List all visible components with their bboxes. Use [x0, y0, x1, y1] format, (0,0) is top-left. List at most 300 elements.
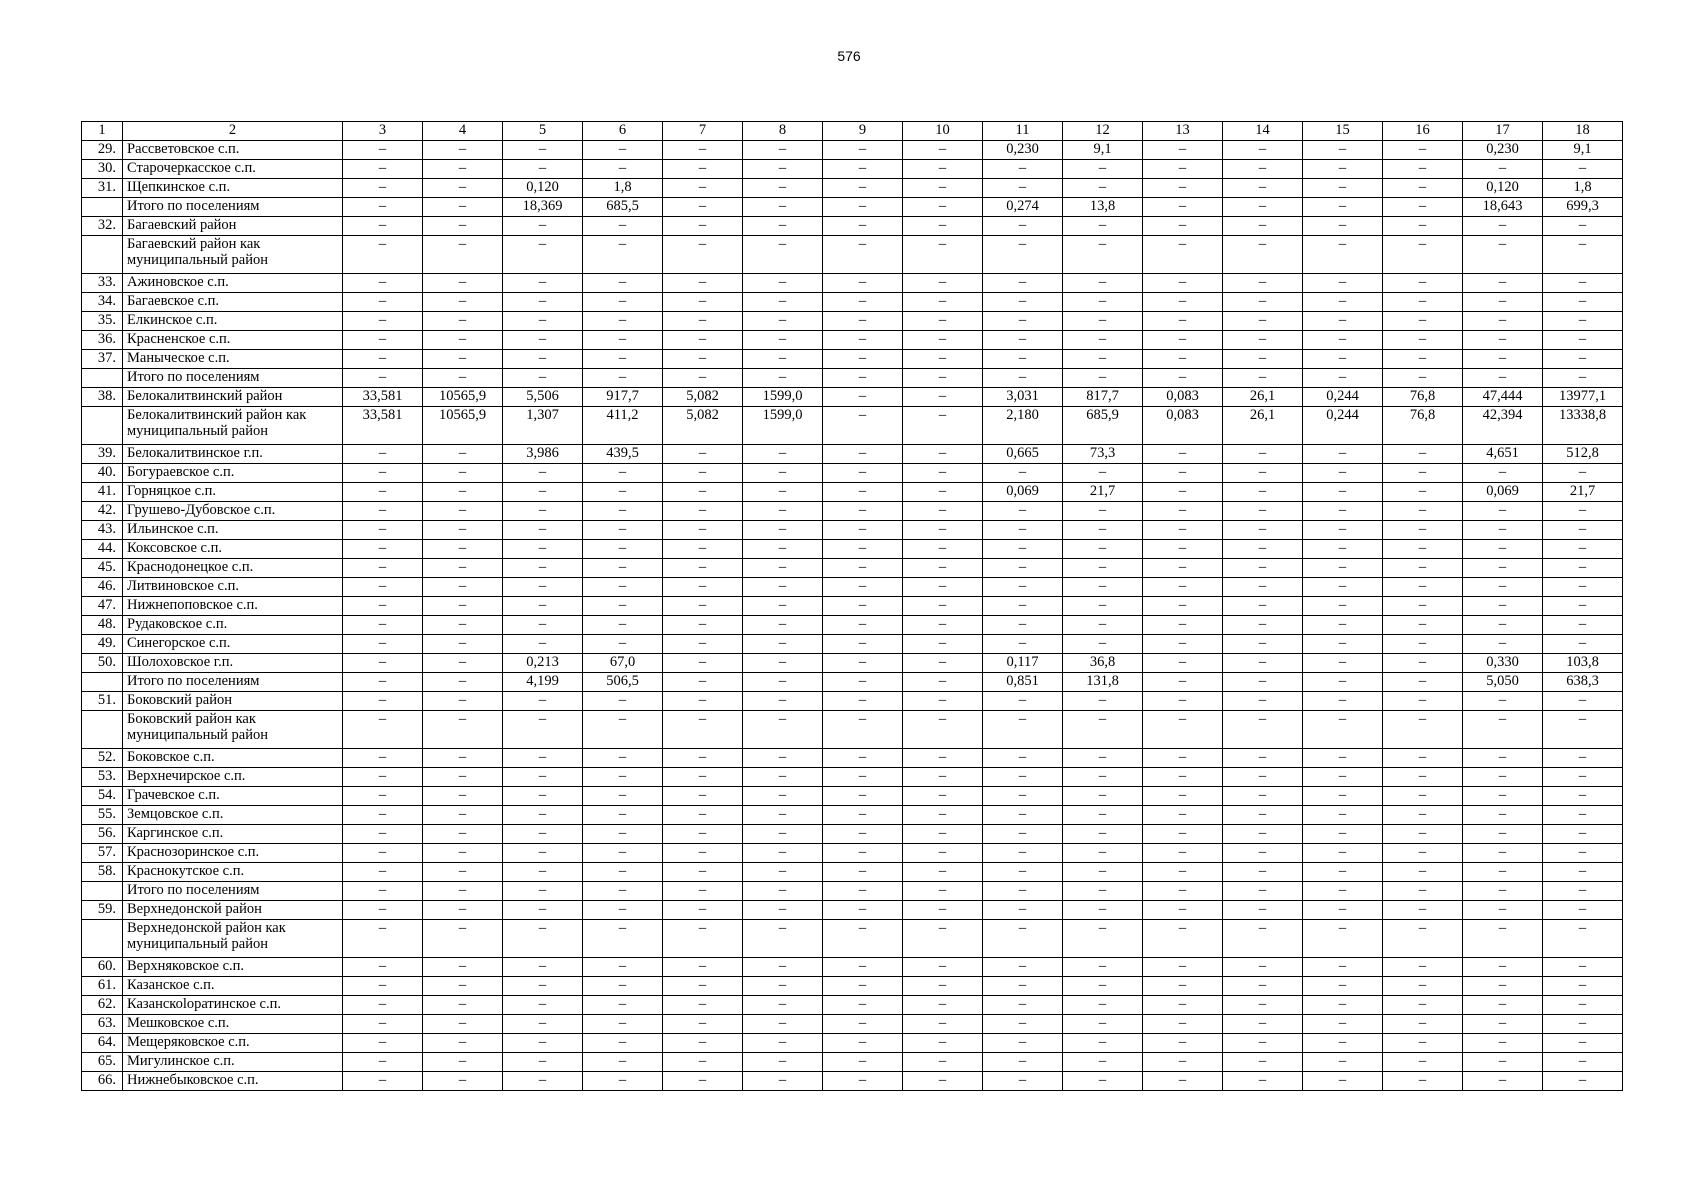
value-cell: –	[743, 350, 823, 369]
value-cell: –	[1143, 502, 1223, 521]
value-cell: –	[583, 274, 663, 293]
settlement-name-cell: Багаевское с.п.	[123, 293, 343, 312]
value-cell: –	[1223, 293, 1303, 312]
table-row	[82, 863, 1623, 882]
row-number-cell: 47.	[82, 597, 123, 616]
value-cell: –	[343, 312, 423, 331]
value-cell: –	[1223, 787, 1303, 806]
value-cell: 9,1	[1063, 141, 1143, 160]
value-cell: –	[743, 597, 823, 616]
row-number-cell: 56.	[82, 825, 123, 844]
settlement-name-cell: Грушево-Дубовское с.п.	[123, 502, 343, 521]
value-cell: –	[903, 711, 983, 749]
value-cell: –	[583, 920, 663, 958]
value-cell: –	[1463, 540, 1543, 559]
value-cell: –	[583, 217, 663, 236]
value-cell: –	[823, 369, 903, 388]
value-cell: –	[1383, 863, 1463, 882]
value-cell: –	[423, 236, 503, 274]
value-cell: –	[1143, 635, 1223, 654]
value-cell: –	[1383, 198, 1463, 217]
table-row	[82, 464, 1623, 483]
value-cell: –	[1303, 236, 1383, 274]
value-cell: –	[903, 521, 983, 540]
column-number-header: 17	[1463, 122, 1543, 141]
value-cell: –	[823, 787, 903, 806]
table-row	[82, 578, 1623, 597]
value-cell: –	[903, 901, 983, 920]
value-cell: –	[583, 977, 663, 996]
value-cell: –	[743, 578, 823, 597]
value-cell: –	[1383, 502, 1463, 521]
value-cell: –	[903, 1015, 983, 1034]
settlement-name-cell: Мешковское с.п.	[123, 1015, 343, 1034]
value-cell: –	[503, 483, 583, 502]
value-cell: –	[1303, 806, 1383, 825]
value-cell: –	[823, 236, 903, 274]
table-row	[82, 673, 1623, 692]
value-cell: –	[1223, 711, 1303, 749]
value-cell: –	[983, 521, 1063, 540]
value-cell: –	[823, 749, 903, 768]
value-cell: –	[1303, 369, 1383, 388]
settlement-name-cell: Елкинское с.п.	[123, 312, 343, 331]
value-cell: 67,0	[583, 654, 663, 673]
value-cell: –	[343, 198, 423, 217]
row-number-cell: 39.	[82, 445, 123, 464]
value-cell: –	[1143, 806, 1223, 825]
value-cell: –	[903, 293, 983, 312]
value-cell: –	[743, 920, 823, 958]
table-row	[82, 692, 1623, 711]
value-cell: –	[1223, 768, 1303, 787]
settlement-name-cell: Краснокутское с.п.	[123, 863, 343, 882]
value-cell: –	[1223, 540, 1303, 559]
value-cell: –	[423, 521, 503, 540]
value-cell: –	[1303, 654, 1383, 673]
settlement-name-cell: Коксовское с.п.	[123, 540, 343, 559]
value-cell: 0,213	[503, 654, 583, 673]
value-cell: –	[823, 616, 903, 635]
value-cell: –	[343, 616, 423, 635]
value-cell: 21,7	[1543, 483, 1623, 502]
value-cell: –	[663, 559, 743, 578]
value-cell: –	[503, 616, 583, 635]
value-cell: –	[1303, 768, 1383, 787]
value-cell: –	[743, 464, 823, 483]
value-cell: 0,274	[983, 198, 1063, 217]
value-cell: –	[1063, 217, 1143, 236]
value-cell: –	[743, 521, 823, 540]
value-cell: –	[823, 274, 903, 293]
value-cell: –	[983, 806, 1063, 825]
data-table	[81, 121, 1623, 1091]
value-cell: –	[743, 217, 823, 236]
settlement-name-cell: Ажиновское с.п.	[123, 274, 343, 293]
row-number-cell: 60.	[82, 958, 123, 977]
value-cell: –	[1143, 369, 1223, 388]
value-cell: –	[1463, 236, 1543, 274]
value-cell: –	[1543, 559, 1623, 578]
value-cell: –	[343, 350, 423, 369]
value-cell: –	[743, 559, 823, 578]
value-cell: –	[343, 502, 423, 521]
value-cell: –	[423, 977, 503, 996]
value-cell: –	[983, 825, 1063, 844]
value-cell: –	[1543, 806, 1623, 825]
value-cell: –	[823, 578, 903, 597]
column-number-header: 7	[663, 122, 743, 141]
value-cell: 1599,0	[743, 388, 823, 407]
value-cell: –	[423, 445, 503, 464]
value-cell: –	[823, 198, 903, 217]
value-cell: –	[663, 692, 743, 711]
value-cell: –	[503, 635, 583, 654]
value-cell: –	[903, 578, 983, 597]
column-number-header: 15	[1303, 122, 1383, 141]
value-cell: –	[1543, 293, 1623, 312]
value-cell: –	[1543, 312, 1623, 331]
value-cell: –	[503, 768, 583, 787]
value-cell: –	[1383, 350, 1463, 369]
table-row	[82, 331, 1623, 350]
value-cell: –	[1143, 1015, 1223, 1034]
value-cell: –	[503, 977, 583, 996]
value-cell: –	[583, 369, 663, 388]
value-cell: 4,651	[1463, 445, 1543, 464]
value-cell: –	[823, 350, 903, 369]
value-cell: –	[1143, 559, 1223, 578]
value-cell: –	[1143, 217, 1223, 236]
value-cell: 3,986	[503, 445, 583, 464]
value-cell: –	[743, 1072, 823, 1091]
value-cell: –	[823, 825, 903, 844]
value-cell: –	[1463, 844, 1543, 863]
value-cell: –	[903, 502, 983, 521]
value-cell: –	[1143, 578, 1223, 597]
value-cell: –	[423, 217, 503, 236]
value-cell: –	[343, 331, 423, 350]
value-cell: –	[1223, 464, 1303, 483]
value-cell: –	[1463, 578, 1543, 597]
value-cell: –	[423, 312, 503, 331]
value-cell: –	[343, 654, 423, 673]
value-cell: –	[903, 559, 983, 578]
value-cell: –	[1303, 578, 1383, 597]
value-cell: 0,244	[1303, 388, 1383, 407]
value-cell: –	[663, 312, 743, 331]
value-cell: –	[983, 217, 1063, 236]
value-cell: –	[1303, 293, 1383, 312]
value-cell: –	[1383, 711, 1463, 749]
value-cell: –	[743, 996, 823, 1015]
value-cell: –	[1463, 863, 1543, 882]
value-cell: –	[1223, 806, 1303, 825]
value-cell: –	[1303, 521, 1383, 540]
value-cell: –	[903, 768, 983, 787]
row-number-cell: 44.	[82, 540, 123, 559]
value-cell: –	[503, 692, 583, 711]
value-cell: –	[1063, 179, 1143, 198]
value-cell: –	[1143, 958, 1223, 977]
value-cell: –	[1383, 958, 1463, 977]
value-cell: –	[1543, 901, 1623, 920]
value-cell: –	[743, 882, 823, 901]
table-row	[82, 160, 1623, 179]
value-cell: –	[343, 445, 423, 464]
value-cell: –	[1543, 160, 1623, 179]
value-cell: –	[663, 597, 743, 616]
row-number-cell: 38.	[82, 388, 123, 407]
value-cell: –	[423, 654, 503, 673]
value-cell: –	[983, 293, 1063, 312]
value-cell: –	[1303, 540, 1383, 559]
value-cell: –	[743, 141, 823, 160]
table-row	[82, 350, 1623, 369]
value-cell: –	[1063, 901, 1143, 920]
value-cell: –	[1303, 901, 1383, 920]
value-cell: –	[1063, 692, 1143, 711]
row-number-cell: 46.	[82, 578, 123, 597]
value-cell: –	[343, 597, 423, 616]
value-cell: –	[903, 141, 983, 160]
value-cell: –	[663, 787, 743, 806]
table-row	[82, 388, 1623, 407]
value-cell: –	[1463, 958, 1543, 977]
value-cell: –	[1543, 578, 1623, 597]
value-cell: –	[743, 692, 823, 711]
value-cell: –	[423, 331, 503, 350]
value-cell: –	[1383, 1034, 1463, 1053]
value-cell: –	[663, 768, 743, 787]
value-cell: –	[503, 274, 583, 293]
value-cell: –	[983, 464, 1063, 483]
value-cell: –	[1383, 217, 1463, 236]
column-number-header: 10	[903, 122, 983, 141]
value-cell: –	[1223, 749, 1303, 768]
value-cell: –	[743, 616, 823, 635]
value-cell: –	[663, 236, 743, 274]
value-cell: –	[1543, 882, 1623, 901]
row-number-cell: 52.	[82, 749, 123, 768]
value-cell: –	[1063, 825, 1143, 844]
value-cell: –	[663, 331, 743, 350]
settlement-name-cell: Багаевский район	[123, 217, 343, 236]
value-cell: –	[1143, 540, 1223, 559]
value-cell: –	[1543, 787, 1623, 806]
row-number-cell: 59.	[82, 901, 123, 920]
value-cell: –	[743, 293, 823, 312]
settlement-name-cell: Богураевское с.п.	[123, 464, 343, 483]
column-number-header: 18	[1543, 122, 1623, 141]
value-cell: –	[663, 901, 743, 920]
value-cell: 2,180	[983, 407, 1063, 445]
value-cell: –	[503, 901, 583, 920]
value-cell: –	[823, 1015, 903, 1034]
value-cell: –	[1223, 312, 1303, 331]
value-cell: –	[1223, 1015, 1303, 1034]
value-cell: –	[1383, 578, 1463, 597]
value-cell: –	[823, 331, 903, 350]
settlement-name-cell: Синегорское с.п.	[123, 635, 343, 654]
settlement-name-cell: Щепкинское с.п.	[123, 179, 343, 198]
value-cell: –	[1383, 654, 1463, 673]
value-cell: –	[423, 882, 503, 901]
value-cell: –	[1463, 806, 1543, 825]
table-row	[82, 920, 1623, 958]
row-number-cell: 62.	[82, 996, 123, 1015]
table-row	[82, 369, 1623, 388]
value-cell: –	[1463, 312, 1543, 331]
value-cell: –	[663, 179, 743, 198]
value-cell: –	[983, 179, 1063, 198]
value-cell: –	[743, 1053, 823, 1072]
value-cell: –	[663, 160, 743, 179]
value-cell: –	[1543, 217, 1623, 236]
value-cell: –	[1303, 977, 1383, 996]
value-cell: –	[1063, 920, 1143, 958]
value-cell: –	[343, 996, 423, 1015]
value-cell: –	[1543, 863, 1623, 882]
value-cell: –	[823, 502, 903, 521]
value-cell: –	[823, 692, 903, 711]
value-cell: –	[583, 1034, 663, 1053]
value-cell: 439,5	[583, 445, 663, 464]
value-cell: –	[1143, 863, 1223, 882]
value-cell: –	[423, 597, 503, 616]
value-cell: –	[1463, 616, 1543, 635]
row-number-cell: 64.	[82, 1034, 123, 1053]
value-cell: –	[1143, 901, 1223, 920]
value-cell: –	[423, 711, 503, 749]
value-cell: –	[1303, 217, 1383, 236]
value-cell: –	[1543, 502, 1623, 521]
value-cell: –	[1383, 559, 1463, 578]
table-row	[82, 616, 1623, 635]
row-number-cell: 49.	[82, 635, 123, 654]
value-cell: –	[1383, 901, 1463, 920]
value-cell: 0,665	[983, 445, 1063, 464]
value-cell: –	[343, 768, 423, 787]
value-cell: 512,8	[1543, 445, 1623, 464]
row-number-cell: 33.	[82, 274, 123, 293]
value-cell: –	[343, 920, 423, 958]
value-cell: –	[903, 540, 983, 559]
value-cell: –	[823, 312, 903, 331]
value-cell: –	[1063, 502, 1143, 521]
value-cell: –	[1543, 692, 1623, 711]
value-cell: –	[983, 312, 1063, 331]
value-cell: –	[423, 1015, 503, 1034]
value-cell: –	[1223, 274, 1303, 293]
value-cell: –	[983, 749, 1063, 768]
value-cell: 13338,8	[1543, 407, 1623, 445]
value-cell: 1,8	[583, 179, 663, 198]
value-cell: –	[1303, 711, 1383, 749]
value-cell: –	[423, 749, 503, 768]
value-cell: –	[1463, 559, 1543, 578]
value-cell: –	[1223, 141, 1303, 160]
value-cell: 47,444	[1463, 388, 1543, 407]
value-cell: –	[1303, 502, 1383, 521]
value-cell: –	[423, 141, 503, 160]
value-cell: –	[1303, 464, 1383, 483]
value-cell: –	[903, 464, 983, 483]
value-cell: –	[1383, 825, 1463, 844]
value-cell: –	[1383, 787, 1463, 806]
value-cell: 10565,9	[423, 407, 503, 445]
value-cell: –	[823, 635, 903, 654]
value-cell: –	[903, 236, 983, 274]
value-cell: –	[1143, 179, 1223, 198]
value-cell: –	[1223, 844, 1303, 863]
value-cell: 506,5	[583, 673, 663, 692]
value-cell: –	[903, 312, 983, 331]
value-cell: –	[583, 597, 663, 616]
value-cell: –	[343, 578, 423, 597]
value-cell: –	[983, 331, 1063, 350]
value-cell: –	[1223, 217, 1303, 236]
value-cell: –	[823, 179, 903, 198]
value-cell: –	[423, 464, 503, 483]
value-cell: –	[823, 1034, 903, 1053]
value-cell: –	[743, 274, 823, 293]
value-cell: –	[743, 540, 823, 559]
value-cell: –	[343, 673, 423, 692]
value-cell: –	[743, 1015, 823, 1034]
value-cell: –	[343, 464, 423, 483]
value-cell: 699,3	[1543, 198, 1623, 217]
settlement-name-cell: Боковский район	[123, 692, 343, 711]
settlement-name-cell: Маныческое с.п.	[123, 350, 343, 369]
row-number-cell	[82, 236, 123, 274]
value-cell: –	[663, 521, 743, 540]
value-cell: –	[343, 369, 423, 388]
value-cell: –	[1223, 901, 1303, 920]
value-cell: –	[983, 1015, 1063, 1034]
value-cell: –	[343, 882, 423, 901]
value-cell: –	[1303, 597, 1383, 616]
value-cell: –	[583, 768, 663, 787]
value-cell: –	[823, 217, 903, 236]
value-cell: –	[343, 141, 423, 160]
value-cell: –	[903, 407, 983, 445]
settlement-name-cell: Старочеркасское с.п.	[123, 160, 343, 179]
value-cell: –	[1223, 559, 1303, 578]
value-cell: 638,3	[1543, 673, 1623, 692]
value-cell: –	[663, 863, 743, 882]
value-cell: –	[1143, 597, 1223, 616]
value-cell: –	[983, 274, 1063, 293]
value-cell: –	[823, 977, 903, 996]
value-cell: –	[503, 749, 583, 768]
value-cell: –	[823, 806, 903, 825]
value-cell: –	[1543, 996, 1623, 1015]
table-row	[82, 407, 1623, 445]
value-cell: –	[663, 293, 743, 312]
value-cell: –	[1143, 274, 1223, 293]
column-number-header: 6	[583, 122, 663, 141]
value-cell: –	[343, 274, 423, 293]
row-number-cell: 57.	[82, 844, 123, 863]
value-cell: –	[1383, 597, 1463, 616]
value-cell: –	[743, 369, 823, 388]
value-cell: –	[423, 901, 503, 920]
value-cell: –	[503, 502, 583, 521]
value-cell: –	[1143, 331, 1223, 350]
row-number-cell: 29.	[82, 141, 123, 160]
row-number-cell: 41.	[82, 483, 123, 502]
